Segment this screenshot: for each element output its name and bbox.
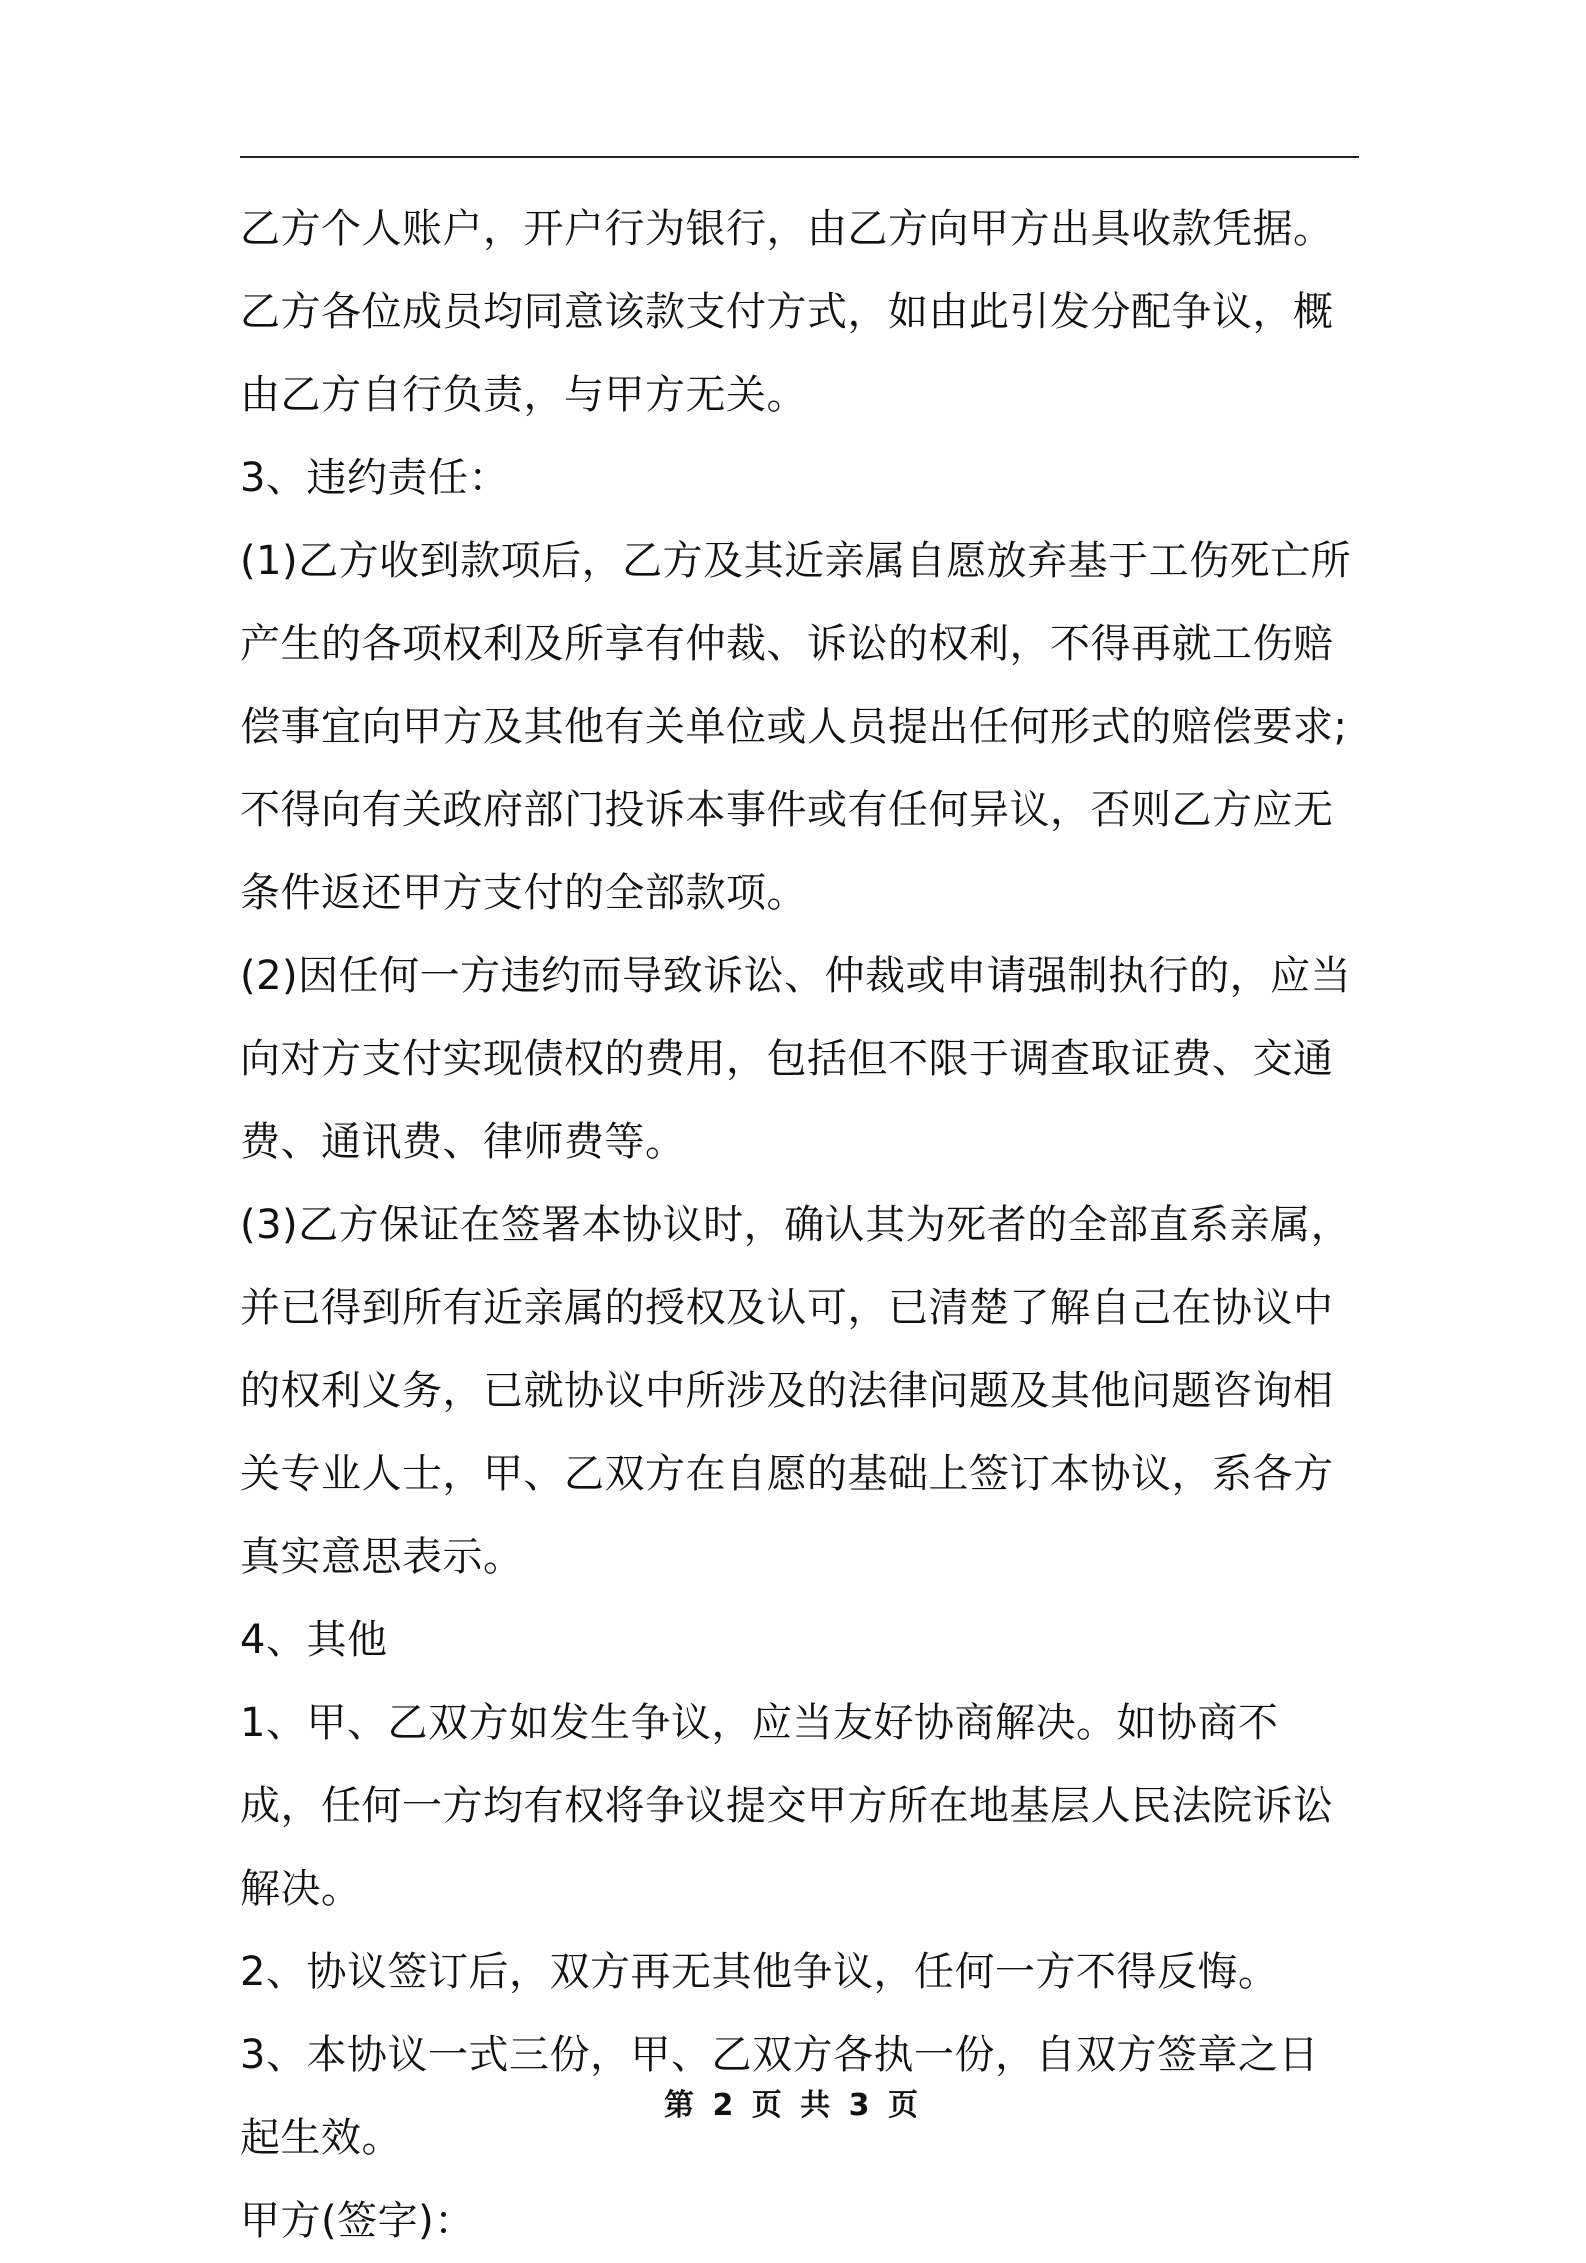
header-divider	[240, 156, 1359, 158]
page-number: 第 2 页 共 3 页	[664, 2088, 922, 2123]
paragraph-other-3: 3、本协议一式三份，甲、乙双方各执一份，自双方签章之日起生效。	[240, 2032, 1319, 2161]
paragraph-payment-account: 乙方个人账户，开户行为银行，由乙方向甲方出具收款凭据。乙方各位成员均同意该款支付方式，如由此引发分配争议，概由乙方自行负责，与甲方无关。	[240, 206, 1334, 418]
paragraph-other-1: 1、甲、乙双方如发生争议，应当友好协商解决。如协商不成，任何一方均有权将争议提交甲方所在地基层人民法院诉讼解决。	[240, 1700, 1334, 1912]
paragraph-clause-1: (1)乙方收到款项后，乙方及其近亲属自愿放弃基于工伤死亡所产生的各项权利及所享有仲裁、诉讼的权利，不得再就工伤赔偿事宜向甲方及其他有关单位或人员提出任何形式的赔偿要求;不得向有关政府部门投诉本事件或有任何异议，否则乙方应无条件返还甲方支付的全部款项。	[240, 538, 1352, 916]
paragraph-other-2: 2、协议签订后，双方再无其他争议，任何一方不得反悔。	[240, 1949, 1279, 1995]
document-body	[240, 188, 1359, 2263]
heading-other: 4、其他	[240, 1617, 388, 1663]
paragraph-clause-3: (3)乙方保证在签署本协议时，确认其为死者的全部直系亲属，并已得到所有近亲属的授权及认可，已清楚了解自己在协议中的权利义务，已就协议中所涉及的法律问题及其他问题咨询相关专业人士，甲、乙双方在自愿的基础上签订本协议，系各方真实意思表示。	[240, 1202, 1352, 1580]
party-a-signature-label: 甲方(签字)：	[240, 2198, 475, 2244]
heading-breach-liability: 3、违约责任：	[240, 455, 509, 501]
paragraph-clause-2: (2)因任何一方违约而导致诉讼、仲裁或申请强制执行的，应当向对方支付实现债权的费用，包括但不限于调查取证费、交通费、通讯费、律师费等。	[240, 953, 1352, 1165]
